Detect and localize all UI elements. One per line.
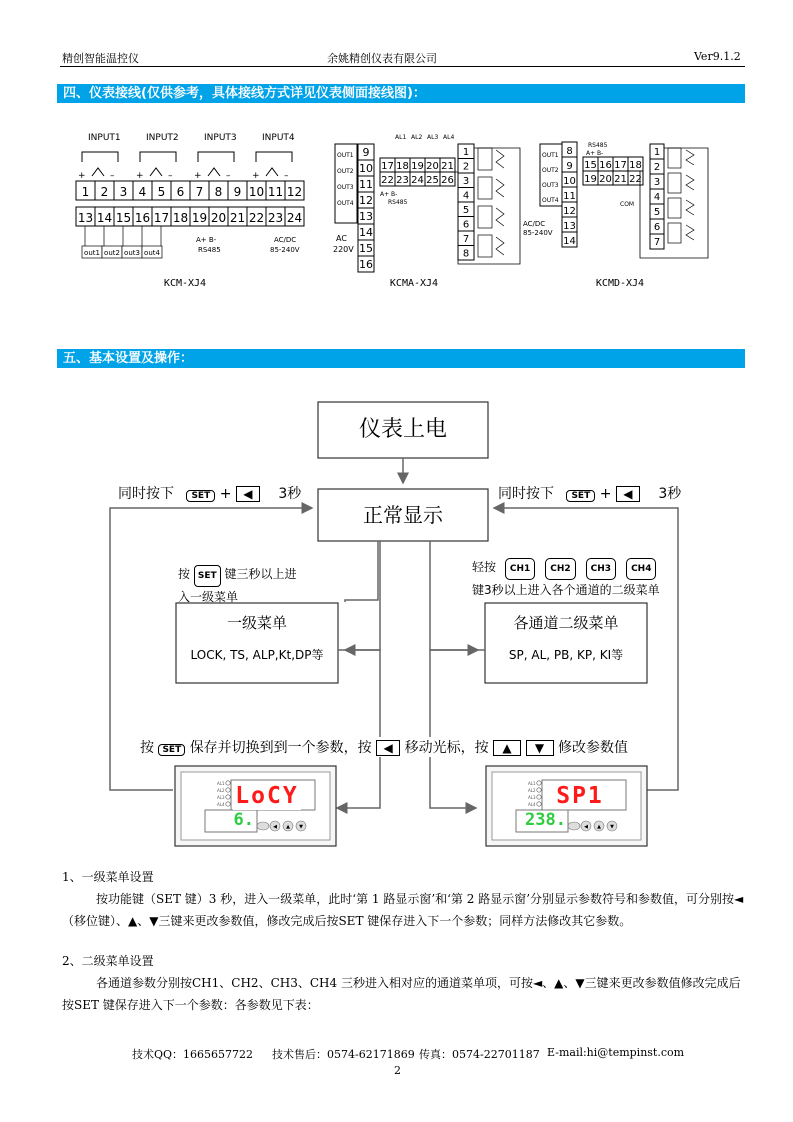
terminal-number: 21 (441, 161, 454, 172)
rs485-ab-label: A+ B- (586, 150, 604, 157)
power-on-box-label: 仪表上电 (358, 417, 447, 442)
terminal-number: 24 (411, 175, 424, 186)
display-right-bottom: 238. (525, 810, 566, 830)
panel-key-symbol: ▲ (286, 824, 290, 830)
terminal-number: 22 (248, 211, 265, 225)
plus-sign: + (194, 171, 202, 181)
al-led-label: AL3 (528, 795, 536, 800)
terminal-number: 10 (563, 176, 576, 187)
terminal-number: 14 (96, 211, 113, 225)
ch-keys-note: 轻按 CH1 CH2 CH3 CH4 键3秒以上进入各个通道的二级菜单 (472, 560, 660, 597)
set-key-icon: SET (158, 744, 185, 756)
ac-label: AC (336, 234, 347, 243)
voltage-label: 85-240V (523, 229, 553, 237)
paragraph-menu2: 各通道参数分别按CH1、CH2、CH3、CH4 三秒进入相对应的通道菜单项，可按◄、▲、▼三键来更改参数值修改完成后按SET 键保存进入下一个参数：各参数见下表： (62, 976, 741, 1012)
heading-menu2: 2、二级菜单设置 (62, 954, 154, 968)
minus-sign: – (226, 171, 231, 181)
terminal-number: 10 (359, 162, 373, 175)
out-label: OUT3 (542, 182, 559, 189)
voltage-label: 220V (333, 245, 354, 254)
header-center: 余姚精创仪表有限公司 (327, 52, 437, 65)
al-led-label: AL2 (217, 788, 225, 793)
menu2-items: SP, AL, PB, KP, KI等 (508, 648, 624, 662)
menu1-items: LOCK, TS, ALP,Kt,DP等 (190, 648, 324, 662)
kcm-caption: KCM-XJ4 (163, 278, 207, 289)
terminal-number: 12 (359, 194, 373, 207)
terminal-number: 18 (629, 160, 642, 171)
terminal-number: 19 (411, 161, 424, 172)
terminal-number: 9 (566, 161, 573, 172)
terminal-number: 12 (286, 185, 303, 199)
page-number: 2 (394, 1064, 401, 1077)
terminal-number: 9 (233, 185, 242, 199)
out-label: out2 (104, 249, 120, 257)
to-right-display-arrow (430, 650, 485, 808)
terminal-number: 2 (100, 185, 109, 199)
menu2-title: 各通道二级菜单 (513, 614, 619, 632)
terminal-number: 22 (629, 174, 642, 185)
line (345, 541, 378, 602)
left-arrow-key-icon: ◀ (616, 486, 640, 502)
panel-key-symbol: ◀ (584, 824, 588, 830)
terminal-number: 8 (566, 146, 573, 157)
acdc-label: AC/DC (274, 236, 297, 244)
terminal-number: 14 (359, 226, 373, 239)
footer-fax: 传真：0574-22701187 (419, 1048, 540, 1061)
terminal-number: 13 (563, 221, 576, 232)
out-label: OUT1 (542, 152, 559, 159)
heading-menu1: 1、一级菜单设置 (62, 870, 154, 884)
terminal-number: 8 (462, 248, 470, 260)
out-label: out4 (144, 249, 160, 257)
terminal-number: 14 (563, 236, 576, 247)
terminal-number: 2 (462, 161, 470, 173)
terminal-number: 3 (119, 185, 128, 199)
minus-sign: – (110, 171, 115, 181)
terminal-number: 2 (653, 162, 661, 173)
al-led-label: AL3 (217, 795, 225, 800)
set-key-icon: SET (566, 490, 595, 502)
terminal-number: 11 (267, 185, 284, 199)
terminal-number: 4 (462, 190, 470, 202)
input-label: INPUT1 (88, 133, 121, 143)
rs485-label: RS485 (198, 246, 221, 254)
terminal-number: 1 (653, 147, 661, 158)
panel-key-symbol: ▲ (597, 824, 601, 830)
left-loop-text: 同时按下 SET + ◀ 3秒 (118, 486, 302, 502)
left-arrow-key-icon: ◀ (376, 740, 400, 756)
terminal-number: 26 (441, 175, 454, 186)
terminal-number: 21 (229, 211, 246, 225)
voltage-label: 85-240V (270, 246, 300, 254)
panel-set-key (257, 822, 269, 830)
input-label: INPUT2 (146, 133, 179, 143)
terminal-number: 4 (653, 192, 661, 203)
minus-sign: – (168, 171, 173, 181)
out-label: OUT4 (542, 197, 559, 204)
terminal-number: 13 (77, 211, 94, 225)
ch-key-icon: CH1 (505, 558, 535, 580)
to-menu1-arrow (345, 541, 380, 650)
terminal-number: 10 (248, 185, 265, 199)
terminal-number: 8 (214, 185, 223, 199)
spacer (338, 683, 380, 712)
terminal-number: 17 (153, 211, 170, 225)
kcma-caption: KCMA-XJ4 (389, 278, 439, 289)
terminal-number: 6 (462, 219, 470, 231)
input-label: INPUT3 (204, 133, 237, 143)
terminal-number: 9 (362, 146, 370, 159)
plus-sign: + (78, 171, 86, 181)
left-arrow-key-icon: ◀ (236, 486, 260, 502)
set-key-icon: SET (186, 490, 215, 502)
al-label: AL1 (395, 134, 407, 141)
panel-key-symbol: ▼ (299, 824, 303, 830)
terminal-number: 11 (563, 191, 576, 202)
al-label: AL3 (427, 134, 439, 141)
terminal-number: 17 (614, 160, 627, 171)
terminal-number: 15 (584, 160, 597, 171)
terminal-number: 1 (462, 147, 470, 158)
terminal-number: 19 (584, 174, 597, 185)
kcmd-caption: KCMD-XJ4 (595, 278, 645, 289)
out-label: OUT2 (337, 168, 354, 175)
header-right: Ver9.1.2 (694, 50, 741, 63)
rs485-label: RS485 (588, 142, 608, 149)
right-loop-text: 同时按下 SET + ◀ 3秒 (498, 486, 682, 502)
terminal-number: 23 (267, 211, 284, 225)
terminal-number: 15 (115, 211, 132, 225)
to-left-display-arrow (337, 650, 380, 808)
terminal-number: 7 (653, 237, 661, 248)
terminal-number: 7 (195, 185, 204, 199)
terminal-number: 23 (396, 175, 409, 186)
terminal-number: 18 (172, 211, 189, 225)
out-label: out1 (84, 249, 100, 257)
out-label: OUT2 (542, 167, 559, 174)
footer-email: E-mail:hi@tempinst.com (547, 1046, 685, 1059)
terminal-number: 6 (176, 185, 185, 199)
terminal-number: 3 (462, 176, 470, 187)
terminal-number: 17 (381, 161, 394, 172)
ch-key-icon: CH4 (626, 558, 656, 580)
display-left-top: LoCY (233, 782, 301, 810)
plus-sign: + (252, 171, 260, 181)
panel-key-symbol: ▼ (610, 824, 614, 830)
al-led-label: AL4 (528, 802, 536, 807)
terminal-number: 24 (286, 211, 303, 225)
al-led-label: AL2 (528, 788, 536, 793)
plus-sign: + (136, 171, 144, 181)
normal-display-label: 正常显示 (363, 503, 443, 527)
al-label: AL2 (411, 134, 423, 141)
out-label: OUT3 (337, 184, 354, 191)
terminal-number: 3 (653, 177, 661, 188)
paragraph-menu1: 按功能键（SET 键）3 秒，进入一级菜单，此时‘第 1 路显示窗’和‘第 2 路显示窗’分别显示参数符号和参数值，可分别按◄（移位键）、▲、▼三键来更改参数值，修改完成后按SET 键保存进入下一个参数；同样方法修改其它参数。 (62, 892, 744, 928)
spacer (340, 541, 378, 600)
terminal-number: 20 (210, 211, 227, 225)
up-arrow-key-icon: ▲ (493, 740, 521, 756)
al-label: AL4 (443, 134, 455, 141)
terminal-number: 16 (359, 258, 373, 271)
al-led-label: AL1 (528, 781, 536, 786)
terminal-number: 19 (191, 211, 208, 225)
out-label: out3 (124, 249, 140, 257)
display-right-top: SP1 (556, 783, 604, 809)
minus-sign: – (284, 171, 289, 181)
terminal-number: 22 (381, 175, 394, 186)
terminal-number: 12 (563, 206, 576, 217)
footer-qq: 技术QQ：1665657722 (132, 1048, 254, 1061)
terminal-number: 1 (81, 185, 90, 199)
display-left-bottom: 6. (233, 810, 254, 830)
al-led-label: AL4 (217, 802, 225, 807)
out-label: OUT4 (337, 200, 354, 207)
terminal-number: 5 (653, 207, 661, 218)
ch-key-icon: CH2 (545, 558, 575, 580)
terminal-number: 18 (396, 161, 409, 172)
set-key-icon: SET (194, 565, 221, 587)
input-label: INPUT4 (262, 133, 295, 143)
down-arrow-key-icon: ▼ (526, 740, 554, 756)
com-label: COM (620, 201, 635, 208)
menu1-title: 一级菜单 (226, 614, 287, 632)
terminal-number: 20 (426, 161, 439, 172)
rs485-ab-label: A+ B- (196, 236, 217, 244)
press-set-note: 按 SET 键三秒以上进 入一级菜单 (178, 567, 297, 604)
terminal-number: 25 (426, 175, 439, 186)
rs485-label: RS485 (388, 199, 408, 206)
panel-key-symbol: ◀ (273, 824, 277, 830)
terminal-number: 15 (359, 242, 373, 255)
terminal-number: 21 (614, 174, 627, 185)
panel-set-key (568, 822, 580, 830)
section5-title: 五、基本设置及操作： (57, 349, 745, 368)
out-label: OUT1 (337, 152, 354, 159)
terminal-number: 11 (359, 178, 373, 191)
operation-instructions: 按 SET 保存并切换到到一个参数，按 ◀ 移动光标，按 ▲ ▼ 修改参数值 (140, 737, 628, 757)
terminal-number: 16 (599, 160, 612, 171)
terminal-number: 6 (653, 222, 661, 233)
acdc-label: AC/DC (523, 220, 546, 228)
footer-support: 技术售后：0574-62171869 (272, 1048, 415, 1061)
section4-title: 四、仪表接线(仅供参考，具体接线方式详见仪表侧面接线图)： (57, 84, 745, 103)
rs485-ab-label: A+ B- (380, 191, 398, 198)
terminal-number: 13 (359, 210, 373, 223)
terminal-number: 5 (157, 185, 166, 199)
to-menu2-arrow (430, 541, 478, 650)
terminal-number: 20 (599, 174, 612, 185)
al-led-label: AL1 (217, 781, 225, 786)
terminal-number: 4 (138, 185, 147, 199)
terminal-number: 16 (134, 211, 151, 225)
ch-key-icon: CH3 (586, 558, 616, 580)
header-left: 精创智能温控仪 (62, 52, 139, 65)
terminal-number: 5 (462, 205, 470, 216)
terminal-number: 7 (462, 234, 470, 245)
